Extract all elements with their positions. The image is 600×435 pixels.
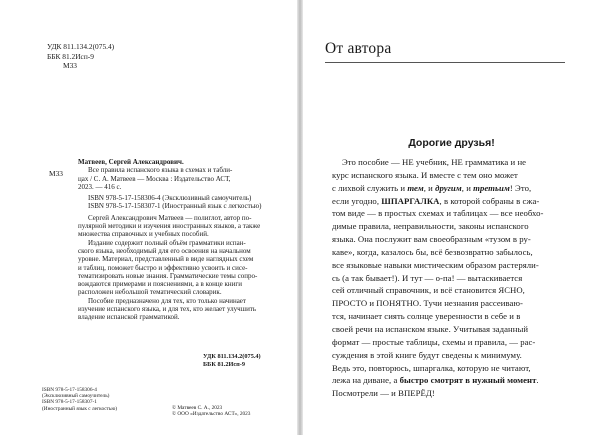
body-line: языка. Она послужит вам своеобразным «тузом в ру- — [332, 234, 531, 245]
bbk-code-bottom: ББК 81.2Исп-9 — [203, 360, 246, 368]
body-line: суждения в этой книге будут сведены к минимуму. — [332, 349, 522, 360]
body-line: том виде — в простых схемах и таблицах — все необхо- — [332, 208, 544, 219]
copyright-line: © Матвеев С. А., 2023 — [172, 405, 223, 411]
annotation-line: Сергей Александрович Матвеев — полиглот, автор по- — [88, 213, 252, 222]
isbn-footer-line: (Иностранный язык с легкостью) — [42, 405, 118, 412]
bib-line: 2023. — 416 с. — [78, 182, 122, 191]
body-line: сей отличный справочник, и всё становится ЯСНО, — [332, 285, 525, 296]
body-line: с лихвой служить и тем, и другим, и третьим! Это, — [332, 182, 532, 193]
bib-author: Матвеев, Сергей Александрович. — [78, 158, 184, 166]
body-line: сь (а так бывает!). И тут — о-па! — вытаскивается — [332, 272, 523, 283]
isbn-footer-line: ISBN 978-5-17-158306-4 — [42, 387, 97, 393]
classification-block — [47, 42, 114, 71]
body-line: формат — простые таблицы, схемы и правила, — рас- — [332, 336, 536, 347]
body-line: каве», когда, казалось бы, всё безвозвратно забылось, — [332, 246, 533, 257]
isbn-line: ISBN 978-5-17-158307-1 (Иностранный язык с легкостью) — [88, 202, 262, 211]
body-line: Это пособие — НЕ учебник, НЕ грамматика и не — [342, 157, 527, 167]
greeting-heading: Дорогие друзья! — [408, 137, 495, 149]
author-mark-margin: М33 — [49, 169, 63, 178]
udk-code: УДК 811.134.2(075.4) — [47, 42, 115, 51]
title-underline — [325, 62, 565, 63]
body-line: Ведь это, повторюсь, шпаргалка, которую не читают, — [332, 362, 531, 373]
annotation-line: тематизировать новые знания. Грамматические темы сопро- — [78, 271, 258, 280]
body-line: ПРОСТО и ПОНЯТНО. Тучи незнания рассеиваю- — [332, 298, 523, 309]
isbn-line: ISBN 978-5-17-158306-4 (Эксклюзивный самоучитель) — [88, 194, 252, 203]
body-line: тся, начинает сиять солнце уверенности в себе и в — [332, 311, 521, 322]
annotation-line: ского языка, необходимый для его освоения на начальном — [78, 246, 251, 255]
annotation-line: множества справочных и учебных пособий. — [78, 230, 209, 239]
body-line: курс испанского языка. И вместе с тем оно может — [332, 169, 518, 180]
body-line: если угодно, ШПАРГАЛКА, в которой собраны в сжа- — [332, 195, 540, 206]
copyright-block — [172, 405, 250, 417]
copyright-line: © ООО «Издательство АСТ», 2023 — [172, 411, 251, 418]
chapter-title: От автора — [325, 40, 392, 57]
annotation-line: изучение испанского языка, и для тех, кто желает улучшить — [78, 305, 257, 314]
body-line: своей речи на испанском языке. Учитывая заданный — [332, 323, 529, 334]
annotation-line: Пособие предназначено для тех, кто только начинает — [88, 296, 246, 305]
annotation-line: уровне. Материал, представленный в виде наглядных схем — [78, 255, 254, 264]
bibliographic-record — [78, 158, 278, 322]
bib-line: цах / С. А. Матвеев — Москва : Издательство АСТ, — [78, 174, 231, 183]
annotation-line: и таблиц, поможет быстро и эффективно усвоить и сисе- — [78, 263, 248, 272]
body-line: димые правила, неправильности, законы испанского — [332, 221, 529, 232]
author-mark: М33 — [63, 61, 77, 71]
isbn-footer-line: (Эксклюзивный самоучитель) — [42, 393, 110, 400]
isbn-footer-line: ISBN 978-5-17-158307-1 — [42, 399, 97, 406]
isbn-footer — [42, 387, 117, 412]
udk-code-bottom: УДК 811.134.2(075.4) — [203, 353, 261, 360]
annotation-line: расположен небольшой тематический словарик. — [78, 288, 222, 297]
annotation-line: Издание содержит полный объём грамматики испан- — [88, 238, 246, 247]
annotation-line: пулярной методики и изучения иностранных языков, а также — [78, 222, 261, 231]
body-line: Посмотрели — и ВПЕРЁД! — [332, 388, 435, 399]
preface-body — [332, 156, 543, 400]
annotation-line: владение испанской грамматикой. — [78, 313, 180, 322]
body-line: лежа на диване, а быстро смотрят в нужный момент. — [332, 375, 539, 386]
annotation-line: вождаются примерами и пояснениями, а в конце книги — [78, 280, 243, 289]
bib-line: Все правила испанского языка в схемах и табли- — [88, 166, 233, 175]
classification-block-bottom — [203, 353, 261, 368]
body-line: все языковые навыки мистическим образом растеряли- — [332, 259, 539, 270]
bbk-code: ББК 81.2Исп-9 — [47, 51, 94, 61]
